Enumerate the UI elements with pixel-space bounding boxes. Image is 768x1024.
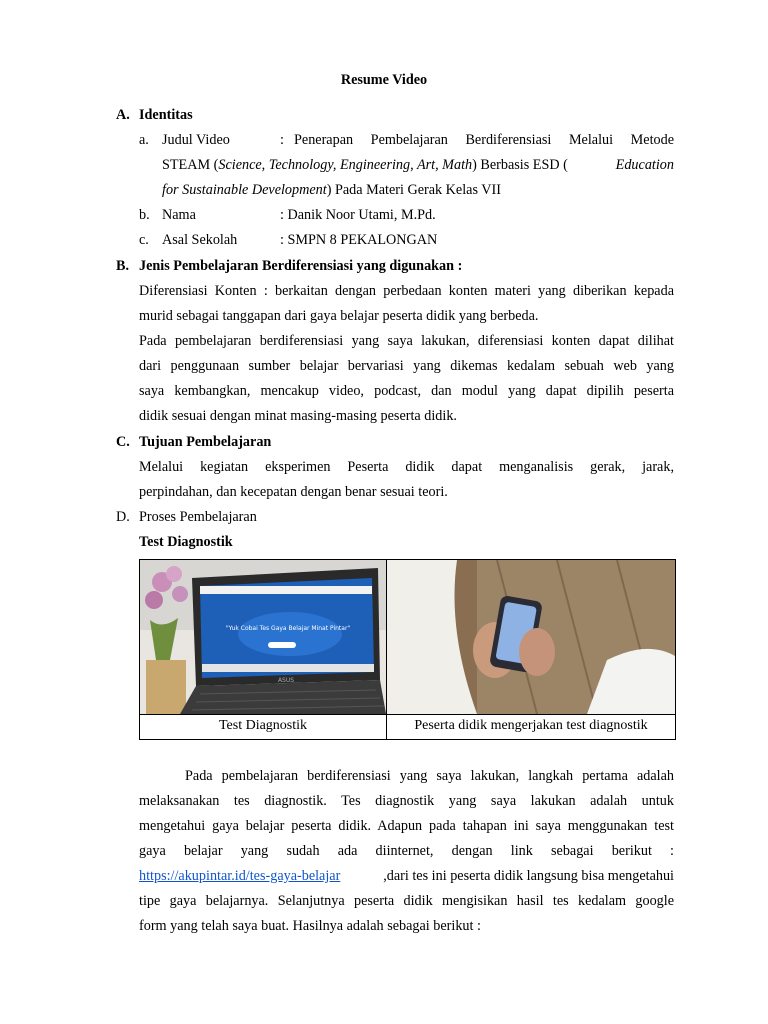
section-b-line: murid sebagai tanggapan dari gaya belajar peserta didik yang berbeda.	[139, 308, 539, 324]
section-a-heading: Identitas	[139, 107, 193, 123]
figure-right-caption: Peserta didik mengerjakan test diagnostik	[387, 715, 676, 740]
akupintar-link[interactable]: https://akupintar.id/tes-gaya-belajar	[139, 868, 341, 884]
item-a-colon: :	[280, 132, 284, 148]
item-b-label: Nama	[162, 207, 196, 223]
figure-left-cell	[140, 560, 387, 715]
paragraph-line: gaya belajar yang sudah ada diinternet, dengan link sebagai berikut :	[139, 843, 674, 859]
section-a-letter: A.	[116, 107, 130, 123]
figure-right-cell	[387, 560, 676, 715]
section-d-heading: Proses Pembelajaran	[139, 509, 257, 525]
video-title-materi: ) Pada Materi Gerak Kelas VII	[326, 182, 501, 198]
video-title-esd: ) Berbasis ESD (	[472, 157, 568, 173]
laptop-photo	[140, 560, 386, 714]
paragraph-line: mengetahui gaya belajar peserta didik. Adapun pada tahapan ini saya menggunakan test	[139, 818, 674, 834]
student-phone-illustration	[387, 560, 675, 714]
video-title-line-1: Penerapan Pembelajaran Berdiferensiasi Melalui Metode	[294, 132, 674, 148]
section-b-line: saya kembangkan, mencakup video, podcast, dan modul yang dapat dipilih peserta	[139, 383, 674, 399]
video-title-line-2	[162, 156, 674, 174]
section-d-letter: D.	[116, 509, 130, 525]
section-b-line: dari penggunaan sumber belajar bervariasi yang dikemas kedalam sebuah web yang	[139, 358, 674, 374]
video-title-sustainable: for Sustainable Development	[162, 182, 327, 198]
test-diagnostik-heading: Test Diagnostik	[139, 534, 233, 550]
paragraph-line: form yang telah saya buat. Hasilnya adalah sebagai berikut :	[139, 918, 481, 934]
item-a-letter: a.	[139, 132, 149, 148]
student-phone-photo	[387, 560, 675, 714]
paragraph-line: Pada pembelajaran berdiferensiasi yang saya lakukan, langkah pertama adalah	[185, 768, 674, 784]
laptop-photo-illustration	[140, 560, 386, 714]
item-b-value: : Danik Noor Utami, M.Pd.	[280, 207, 436, 223]
paragraph-line: tipe gaya belajarnya. Selanjutnya peserta didik mengisikan hasil tes kedalam google	[139, 893, 674, 909]
section-b-line: Pada pembelajaran berdiferensiasi yang saya lakukan, diferensiasi konten dapat dilihat	[139, 333, 674, 349]
video-title-education: Education	[615, 157, 674, 173]
item-c-letter: c.	[139, 232, 149, 248]
laptop-screen-text: "Yuk Cobai Tes Gaya Belajar Minat Pintar"	[225, 625, 351, 632]
item-c-value: : SMPN 8 PEKALONGAN	[280, 232, 438, 248]
section-c-letter: C.	[116, 434, 130, 450]
item-b-letter: b.	[139, 207, 150, 223]
section-c-line: perpindahan, dan kecepatan dengan benar sesuai teori.	[139, 484, 448, 500]
section-c-line: Melalui kegiatan eksperimen Peserta didik dapat menganalisis gerak, jarak,	[139, 459, 674, 475]
item-a-label: Judul Video	[162, 132, 230, 148]
video-title-steam-italic: Science, Technology, Engineering, Art, Math	[218, 157, 473, 173]
section-b-line: didik sesuai dengan minat masing-masing peserta didik.	[139, 408, 457, 424]
paragraph-link-line	[139, 867, 674, 885]
document-title: Resume Video	[340, 72, 428, 88]
figure-table	[139, 559, 676, 740]
paragraph-after-link: ,dari tes ini peserta didik langsung bisa mengetahui	[383, 868, 674, 884]
section-c-heading: Tujuan Pembelajaran	[139, 434, 272, 450]
video-title-line-3	[162, 181, 501, 199]
section-b-heading: Jenis Pembelajaran Berdiferensiasi yang digunakan :	[139, 258, 463, 274]
item-c-label: Asal Sekolah	[162, 232, 238, 248]
section-b-line: Diferensiasi Konten : berkaitan dengan perbedaan konten materi yang diberikan kepada	[139, 283, 674, 299]
paragraph-line: melaksanakan tes diagnostik. Tes diagnostik yang saya lakukan adalah untuk	[139, 793, 674, 809]
video-title-steam: STEAM (	[162, 157, 219, 173]
figure-left-caption: Test Diagnostik	[140, 715, 387, 740]
section-b-letter: B.	[116, 258, 130, 274]
laptop-brand: ASUS	[277, 677, 295, 684]
